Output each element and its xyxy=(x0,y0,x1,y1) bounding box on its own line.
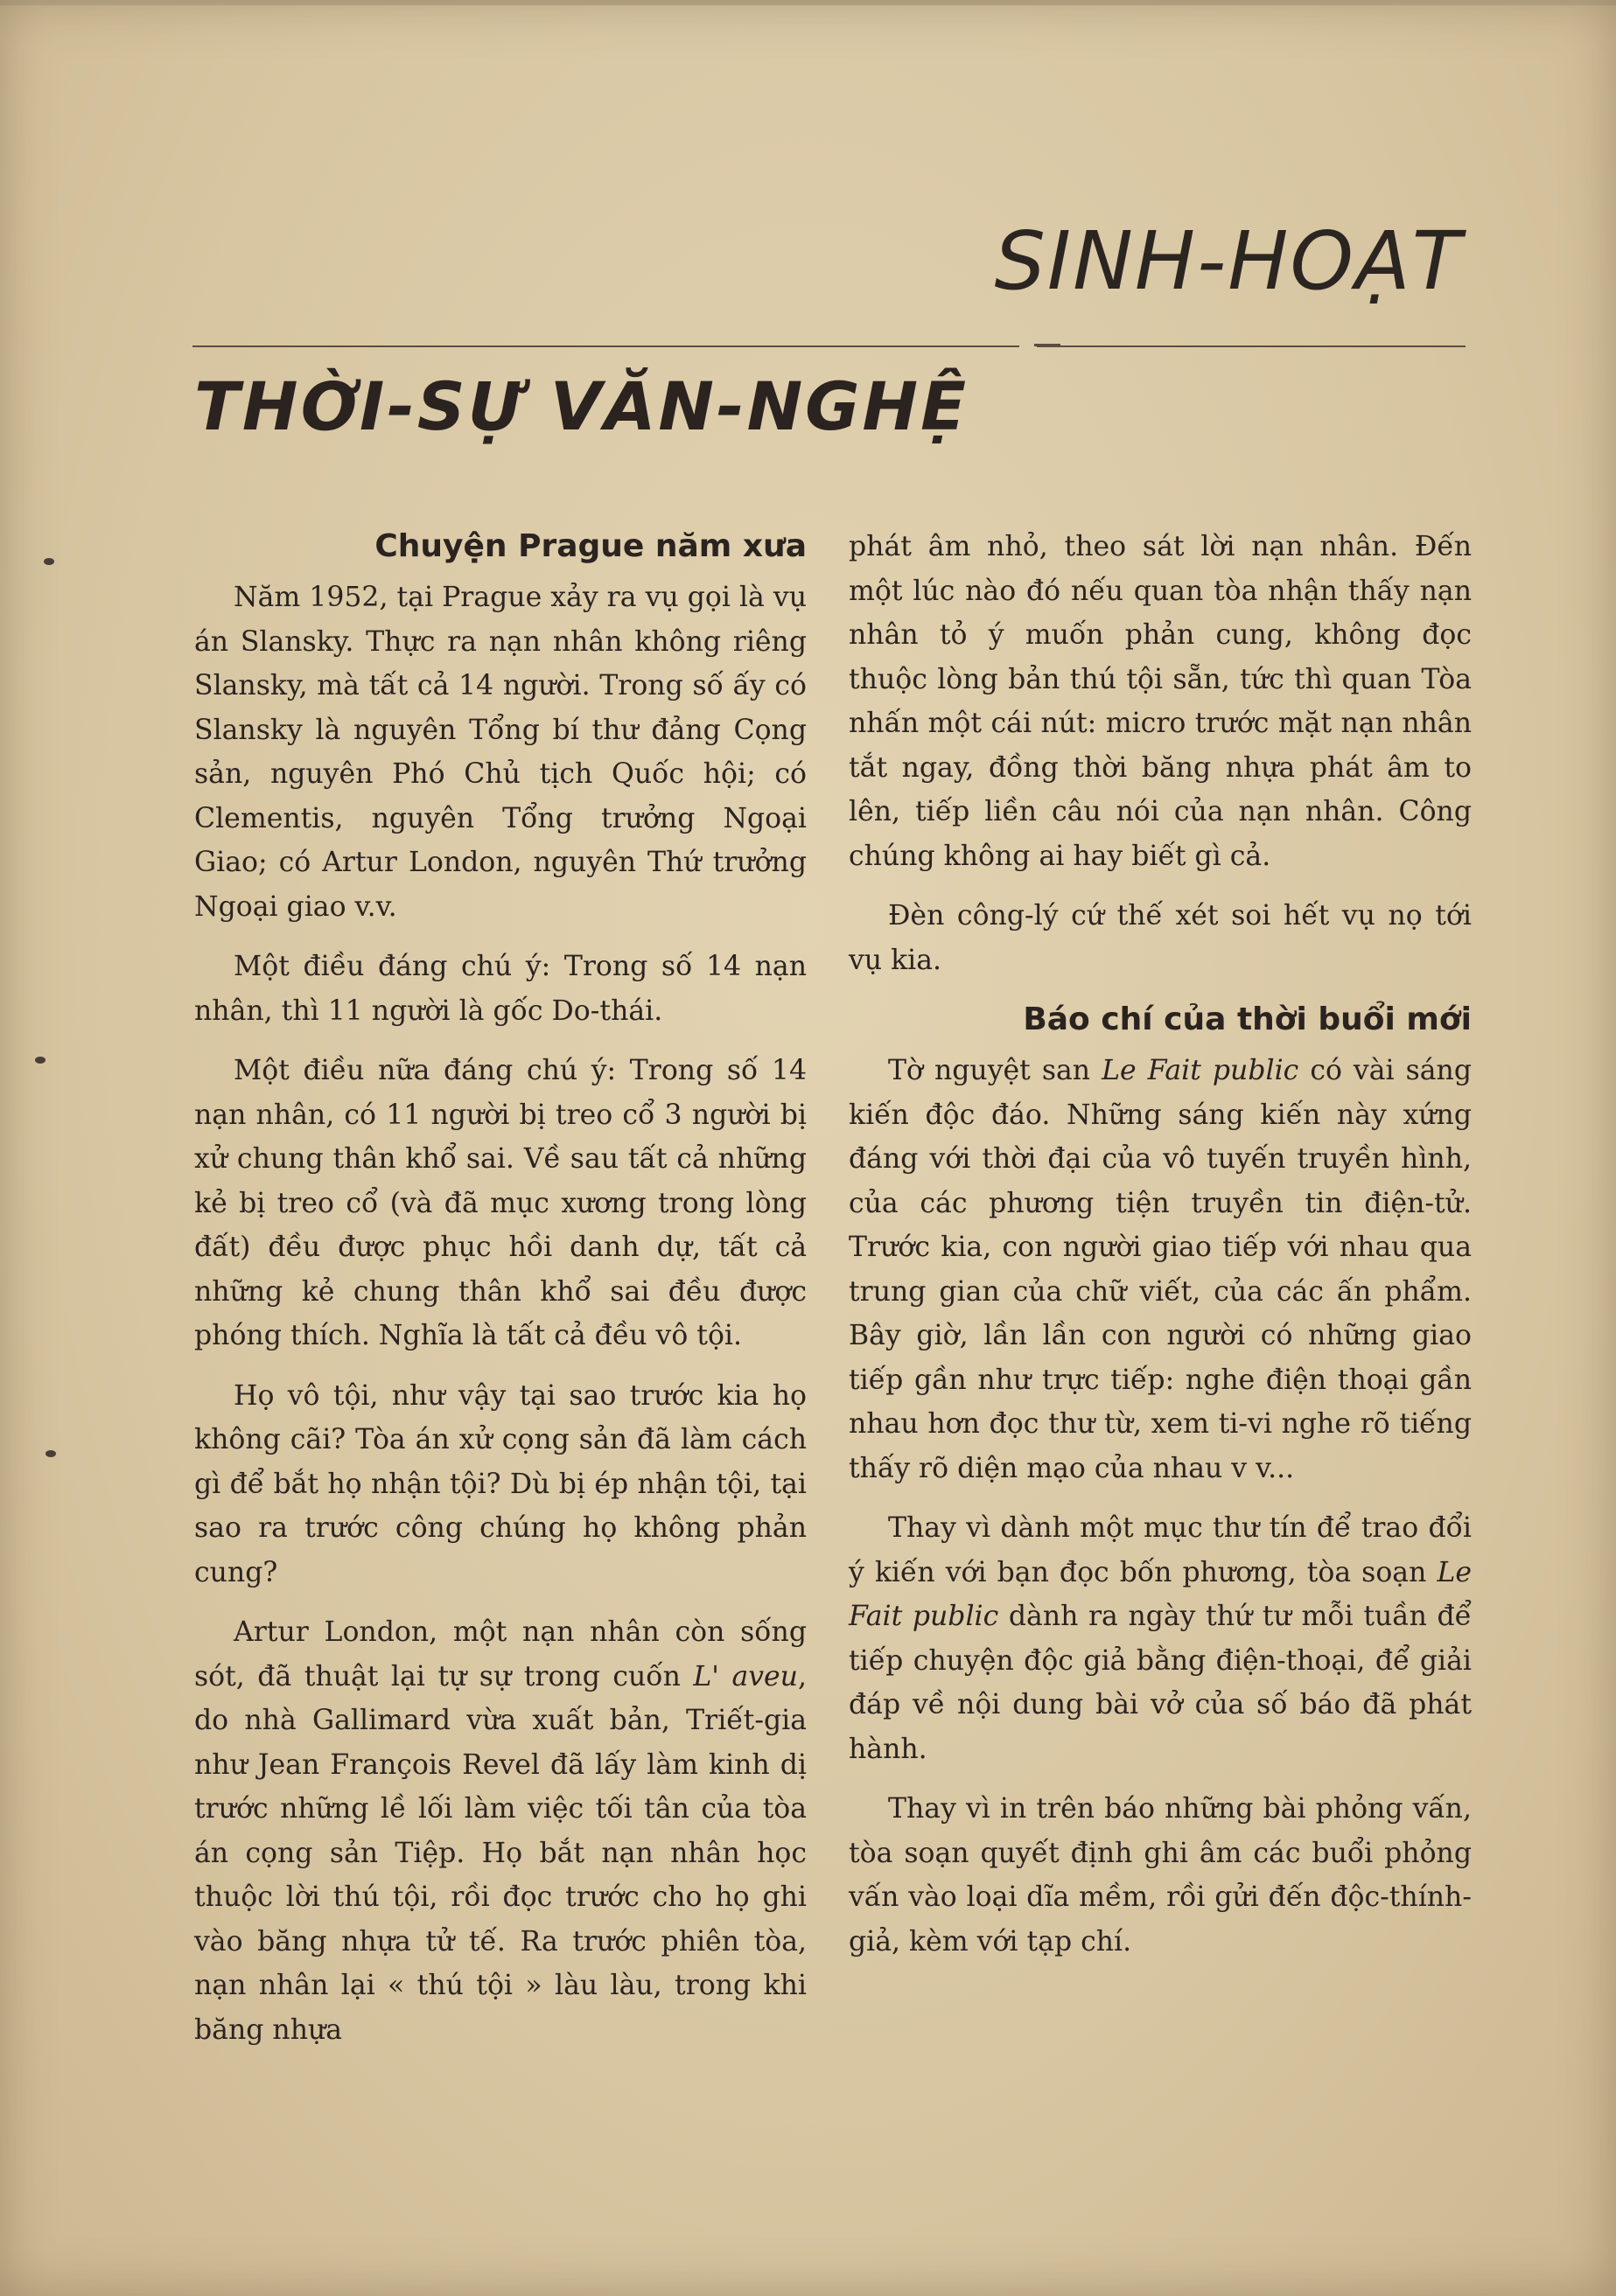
paragraph: Một điều nữa đáng chú ý: Trong số 14 nạn nhân, có 11 người bị treo cổ 3 người bị xử chung thân khổ sai. Về sau tất cả những kẻ bị treo cổ (và đã mục xương trong lòng đất) đều được phục hồi danh dự, tất cả những kẻ chung thân khổ sai đều được phóng thích. Nghĩa là tất cả đều vô tội. xyxy=(194,1055,807,1351)
paragraph-text: Tờ nguyệt san xyxy=(888,1055,1091,1086)
magazine-title: Le Fait public xyxy=(1102,1055,1299,1086)
paragraph-text: dành ra ngày thứ tư mỗi tuần để tiếp chuyện độc giả bằng điện-thoại, để giải đáp về nội dung bài vở của số báo đã phát hành. xyxy=(849,1601,1473,1765)
left-column xyxy=(194,525,807,2068)
paragraph: Một điều đáng chú ý: Trong số 14 nạn nhân, thì 11 người là gốc Do-thái. xyxy=(194,951,807,1027)
paragraph-text: có vài sáng kiến độc đáo. Những sáng kiến này xứng đáng với thời đại của vô tuyến truyền hình, của các phương tiện truyền tin điện-tử. Trước kia, con người giao tiếp với nhau qua trung gian của chữ viết, của các ấn phẩm. Bây giờ, lần lần con người có những giao tiếp gần như trực tiếp: nghe điện thoại gần nhau hơn đọc thư từ, xem ti-vi nghe rõ tiếng thấy rõ diện mạo của nhau v v... xyxy=(849,1055,1472,1484)
paragraph-text: , do nhà Gallimard vừa xuất bản, Triết-gia như Jean François Revel đã lấy làm kinh dị trước những lề lối làm việc tối tân của tòa án cọng sản Tiệp. Họ bắt nạn nhân học thuộc lời thú tội, rồi đọc trước cho họ ghi vào băng nhựa tử tế. Ra trước phiên tòa, nạn nhân lại « thú tội » làu làu, trong khi băng nhựa xyxy=(194,1660,807,2046)
paragraph xyxy=(849,1506,1472,1771)
article-heading-bao-chi: Báo chí của thời buổi mới xyxy=(1023,1001,1472,1037)
page-title: THỜI-SỰ VĂN-NGHỆ xyxy=(194,367,969,445)
paragraph-text: Thay vì dành một mục thư tín để trao đổi ý kiến với bạn đọc bốn phương, tòa soạn xyxy=(849,1512,1472,1588)
paragraph: Thay vì in trên báo những bài phỏng vấn, tòa soạn quyết định ghi âm các buổi phỏng vấn vào loại dĩa mềm, rồi gửi đến độc-thính-giả, kèm với tạp chí. xyxy=(849,1793,1472,1958)
margin-mark xyxy=(44,558,54,565)
header-rule-left xyxy=(192,345,1019,347)
paragraph: phát âm nhỏ, theo sát lời nạn nhân. Đến một lúc nào đó nếu quan tòa nhận thấy nạn nhân tỏ ý muốn phản cung, không đọc thuộc lòng bản thú tội sẵn, tức thì quan Tòa nhấn một cái nút: micro trước mặt nạn nhân tắt ngay, đồng thời băng nhựa phát âm to lên, tiếp liền câu nói của nạn nhân. Công chúng không ai hay biết gì cả. xyxy=(849,531,1472,872)
paragraph: Đèn công-lý cứ thế xét soi hết vụ nọ tới vụ kia. xyxy=(849,900,1472,976)
margin-mark xyxy=(35,1057,45,1064)
paragraph: Năm 1952, tại Prague xảy ra vụ gọi là vụ án Slansky. Thực ra nạn nhân không riêng Slansky, mà tất cả 14 người. Trong số ấy có Slansky là nguyên Tổng bí thư đảng Cọng sản, nguyên Phó Chủ tịch Quốc hội; có Clementis, nguyên Tổng trưởng Ngoại Giao; có Artur London, nguyên Thứ trưởng Ngoại giao v.v. xyxy=(194,582,807,923)
paragraph-text: Artur London, một nạn nhân còn sống sót, đã thuật lại tự sự trong cuốn xyxy=(194,1616,807,1692)
paragraph: Họ vô tội, như vậy tại sao trước kia họ không cãi? Tòa án xử cọng sản đã làm cách gì để bắt họ nhận tội? Dù bị ép nhận tội, tại sao ra trước công chúng họ không phản cung? xyxy=(194,1379,807,1588)
page-top-edge xyxy=(0,0,1616,5)
magazine-title: Le Fait public xyxy=(849,1556,1473,1632)
header-rule-right xyxy=(1037,345,1466,347)
paragraph xyxy=(849,1049,1472,1490)
right-column xyxy=(849,525,1472,1979)
book-title: L' aveu xyxy=(693,1660,798,1692)
margin-mark xyxy=(45,1450,56,1457)
section-title: SINH-HOẠT xyxy=(994,214,1463,308)
paragraph xyxy=(194,1610,807,2052)
article-heading-prague: Chuyện Prague năm xưa xyxy=(374,528,807,564)
